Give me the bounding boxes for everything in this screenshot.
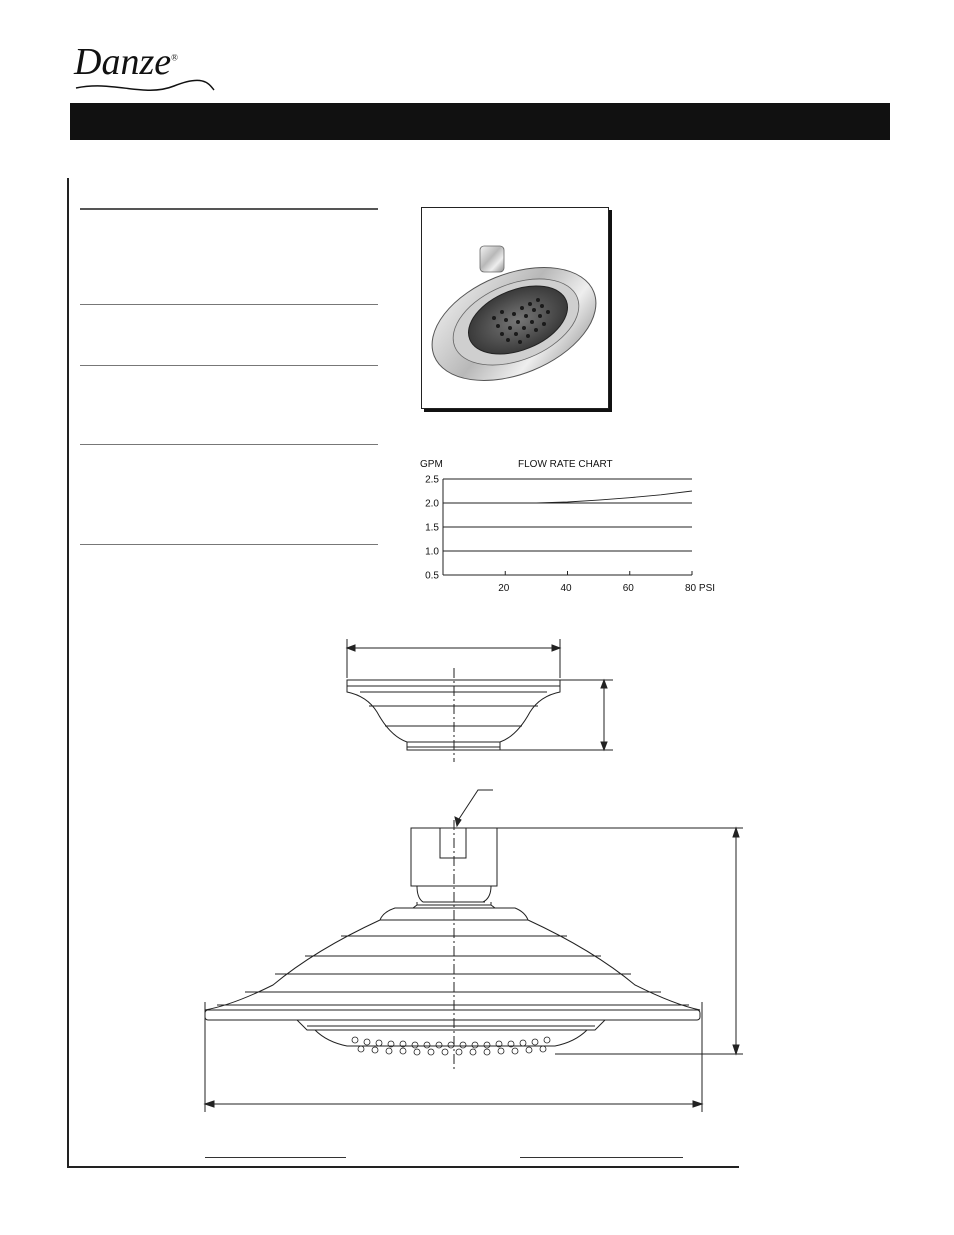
spec-divider [80, 544, 378, 545]
spec-divider [80, 365, 378, 366]
chart-x-tick-label: 20 [498, 583, 510, 594]
spray-face [297, 1020, 605, 1030]
chart-y-tick-label: 1.5 [425, 522, 439, 534]
connection-leader [457, 790, 493, 822]
chart-y-tick-label: 2.5 [425, 474, 439, 486]
frame-bottom-rule [67, 1166, 739, 1168]
brand-wordmark: Danze® [74, 41, 178, 83]
chart-x-tick-label: 40 [560, 583, 572, 594]
spec-divider [80, 304, 378, 305]
chart-y-tick-label: 2.0 [425, 498, 439, 510]
showerhead-flange [205, 1010, 700, 1020]
flow-rate-chart [410, 455, 740, 605]
spec-divider [80, 444, 378, 445]
chart-y-ticks [425, 475, 439, 582]
technical-drawing [195, 630, 755, 1160]
chart-x-tick-label: 80 PSI [685, 583, 716, 594]
chart-x-tick-label: 60 [622, 583, 634, 594]
frame-left-rule [67, 178, 69, 1168]
chart-series-line [505, 491, 692, 503]
spec-divider [80, 208, 378, 210]
chart-y-tick-label: 0.5 [425, 570, 439, 582]
signature-line [205, 1157, 346, 1158]
product-photo [421, 207, 609, 409]
chart-ylabel: GPM [420, 459, 443, 470]
chart-grid [443, 479, 692, 575]
signature-line [520, 1157, 683, 1158]
chart-x-ticks [498, 571, 715, 594]
brand-logo [74, 40, 224, 100]
logo-swoosh [74, 40, 224, 100]
registered-mark: ® [171, 52, 178, 63]
chart-y-tick-label: 1.0 [425, 546, 439, 558]
showerhead-image [422, 208, 608, 408]
chart-title: FLOW RATE CHART [518, 459, 613, 470]
showerhead-body [205, 908, 700, 1010]
title-bar [70, 103, 890, 140]
